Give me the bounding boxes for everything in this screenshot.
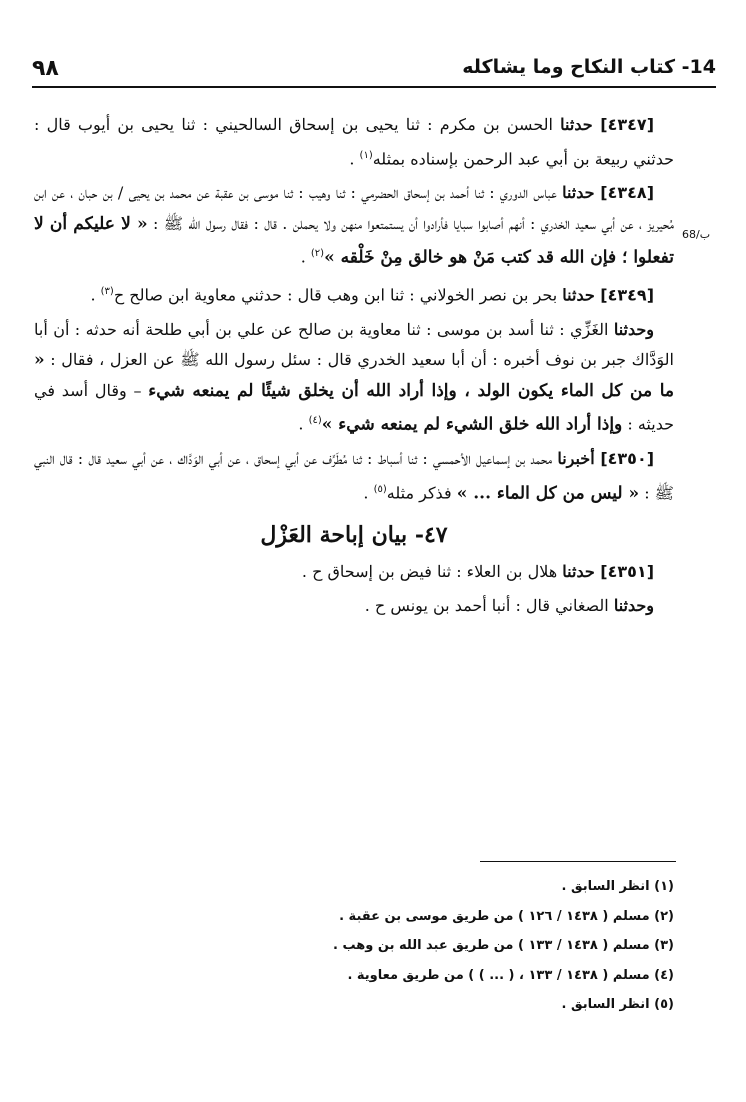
page-number: ٩٨: [32, 56, 59, 81]
hadith-number: [٤٣٤٧]: [592, 115, 654, 134]
footnote: (٤) مسلم ( ١٤٣٨ / ١٣٣ ، ( ... ) ) من طريق معاوية .: [347, 967, 674, 983]
hadith-paragraph: [34, 277, 674, 311]
footnote-ref: (٤): [308, 415, 322, 427]
transmission-word: وحدثنا: [613, 319, 654, 339]
hadith-number: [٤٣٥٠]: [594, 449, 655, 469]
isnad-text: – وقال أسد في حديثه :: [34, 380, 674, 434]
isnad-text: فذكر مثله: [386, 483, 457, 503]
footnote-rule: [480, 861, 676, 862]
isnad-text: الحسن بن مكرم : ثنا يحيى بن إسحاق السالحيني : ثنا يحيى بن أيوب قال : حدثني ربيعة بن أبي عبد الرحمن بإسناده بمثله: [34, 115, 674, 168]
footnote: (٢) مسلم ( ١٤٣٨ / ١٢٦ ) من طريق موسى بن عقبة .: [339, 908, 674, 924]
footnotes: [300, 872, 674, 1020]
transmission-word: حدثنا: [562, 561, 595, 581]
isnad-text: .: [349, 148, 360, 168]
transmission-word: حدثنا: [562, 183, 595, 203]
main-text: [34, 110, 674, 626]
isnad-text: هلال بن العلاء : ثنا فيض بن إسحاق ح .: [301, 561, 563, 581]
hadith-quote: « ليس من كل الماء ... »: [456, 483, 640, 504]
page-header: [32, 52, 716, 88]
paragraphs-after-chapter: [34, 557, 674, 622]
isnad-text: الغَزِّي : ثنا أسد بن موسى : ثنا معاوية بن صالح عن علي بن أبي طلحة أنه حدثه : أن أبا الوَدَّاك جبر بن نوف أخبره : أن أبا سعيد الخدري قال : سئل رسول الله ﷺ عن العزل ، فقال :: [34, 319, 675, 370]
footnote-ref: (٥): [373, 483, 387, 495]
footnote: (١) انظر السابق .: [561, 879, 674, 894]
isnad-text: بحر بن نصر الخولاني : ثنا ابن وهب قال : حدثني معاوية ابن صالح ح: [113, 285, 563, 305]
hadith-paragraph: [34, 557, 674, 588]
footnote: (٥) انظر السابق .: [561, 997, 674, 1012]
hadith-quote: « لا عليكم أن لا تفعلوا ؛ فإن الله قد كتب مَنْ هو خالق مِنْ خَلْقه »: [34, 213, 674, 268]
isnad-text: الصغاني قال : أنبا أحمد بن يونس ح .: [364, 596, 614, 616]
hadith-paragraph: [34, 591, 674, 622]
isnad-text: .: [298, 414, 309, 434]
isnad-text: .: [363, 483, 374, 503]
hadith-paragraph: [34, 444, 674, 508]
footnote-ref: (٢): [310, 248, 325, 260]
footnote: (٣) مسلم ( ١٤٣٨ / ١٣٣ ) من طريق عبد الله بن وهب .: [333, 938, 674, 953]
isnad-text: عباس الدوري : ثنا أحمد بن إسحاق الحضرمي : ثنا وهيب : ثنا موسى بن عقبة عن محمد بن يحيى / بن حبان ، عن ابن مُحيريز ، عن أبي سعيد الخدري : أنهم أصابوا سبايا فأرادوا أن يستمتعوا منهن ولا يحملن . قال : فقال رسول الله ﷺ :: [34, 183, 674, 233]
isnad-text: .: [300, 247, 311, 267]
transmission-word: حدثنا: [560, 115, 593, 134]
footnote-ref: (٣): [100, 286, 114, 298]
hadith-number: [٤٣٤٩]: [594, 285, 654, 305]
hadith-paragraph: [34, 110, 674, 174]
chapter-title: ٤٧- بيان إباحة العَزْل: [260, 521, 448, 548]
transmission-word: حدثنا: [562, 285, 595, 305]
running-title: 14- كتاب النكاح وما يشاكله: [462, 56, 716, 78]
footnote-ref: (١): [359, 149, 373, 161]
hadith-quote: وإذا أراد الله خلق الشيء لم يمنعه شيء »: [321, 414, 623, 435]
hadith-paragraph: [34, 178, 674, 273]
header-rule: [32, 86, 716, 88]
transmission-word: وحدثنا: [613, 596, 654, 616]
hadith-quote: « ما من كل الماء يكون الولد ، وإذا أراد الله أن يخلق شيئًا لم يمنعه شيء: [34, 350, 674, 401]
hadith-number: [٤٣٤٨]: [594, 183, 654, 203]
hadith-number: [٤٣٥١]: [594, 561, 654, 581]
transmission-word: أخبرنا: [557, 449, 595, 469]
hadith-paragraph: [34, 315, 674, 440]
manuscript-folio-note: 68/ب: [682, 228, 711, 241]
paragraphs-before-chapter: [34, 110, 674, 509]
isnad-text: .: [90, 285, 101, 305]
isnad-text: محمد بن إسماعيل الأحمسي : ثنا أسباط : ثنا مُطَرِّف عن أبي إسحاق ، عن أبي الوَدَّاك ، عن أبي سعيد قال : قال النبي ﷺ :: [34, 449, 674, 503]
